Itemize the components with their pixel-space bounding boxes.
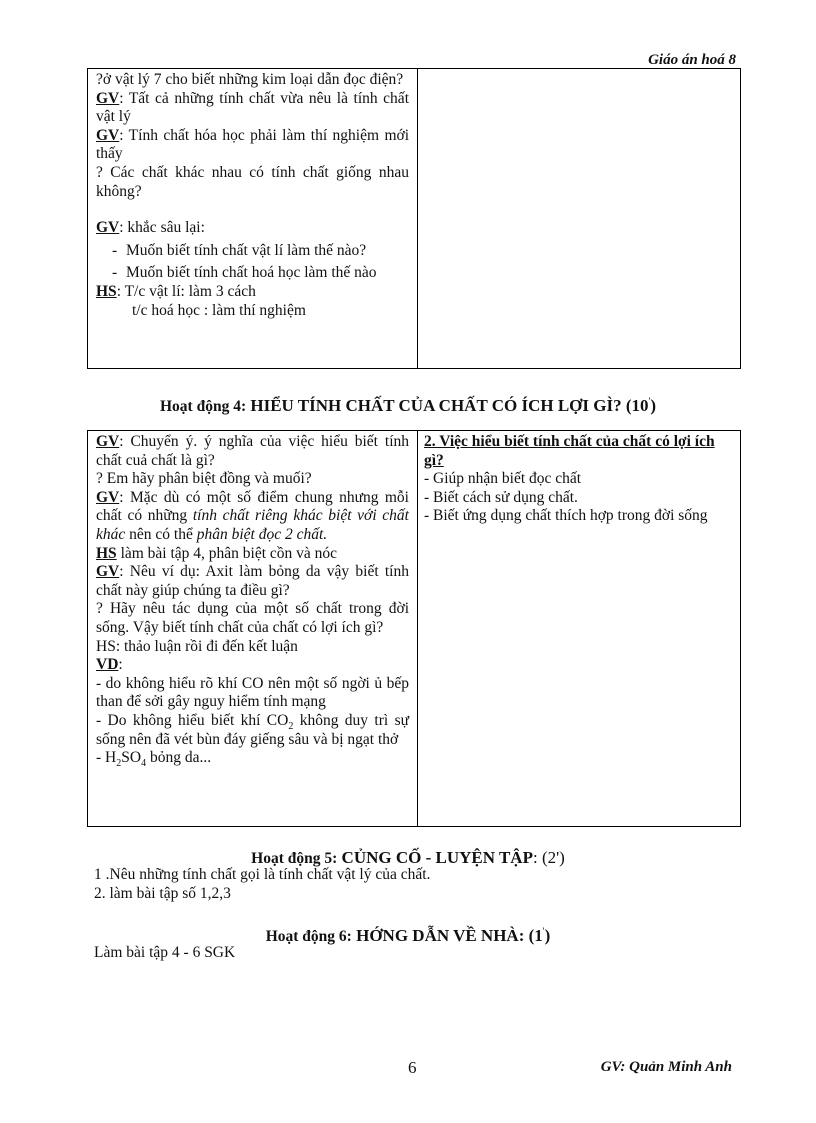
content-item: - Giúp nhận biết đọc chất <box>424 470 582 488</box>
document-header-title: Giáo án hoá 8 <box>648 52 736 68</box>
activity-4-heading: Hoạt động 4: HIỂU TÍNH CHẤT CỦA CHẤT CÓ ÍCH LỢI GÌ? (10') <box>159 396 656 415</box>
list-item: - Muốn biết tính chất vật lí làm thế nào? <box>112 241 367 259</box>
activity-5-heading: Hoạt động 5: CỦNG CỐ - LUYỆN TẬP: (2') <box>251 848 565 867</box>
teacher-note: GV: Chuyển ý. ý nghĩa của việc hiểu biết tính chất cuả chất là gì? <box>96 433 409 469</box>
activity-6-line: Làm bài tập 4 - 6 SGK <box>94 944 236 961</box>
lesson-table-2 <box>87 430 741 827</box>
activity-6-heading: Hoạt động 6: HỚNG DẪN VỀ NHÀ: (1') <box>265 926 551 945</box>
example-label: VD: <box>96 656 123 674</box>
student-note-line: t/c hoá học : làm thí nghiệm <box>132 301 306 319</box>
teacher-student-column <box>88 69 418 368</box>
content-item: - Biết ứng dụng chất thích hợp trong đời sống <box>424 507 708 525</box>
list-item: - Muốn biết tính chất hoá học làm thế nào <box>112 264 377 282</box>
question-text: ? Hãy nêu tác dụng của một số chất trong đời sống. Vậy biết tính chất của chất có lợi ích gì? <box>96 600 409 636</box>
lesson-table-1 <box>87 68 741 369</box>
student-note: HS làm bài tập 4, phân biệt cồn và nóc <box>96 544 338 562</box>
question-text: ?ở vật lý 7 cho biết những kim loại dẫn đọc điện? <box>96 71 404 88</box>
content-heading: 2. Việc hiểu biết tính chất của chất có lợi ích gì? <box>424 433 715 469</box>
content-column <box>418 69 740 368</box>
question-text: ? Em hãy phân biệt đồng và muối? <box>96 470 312 488</box>
footer-author: GV: Quản Minh Anh <box>600 1059 732 1075</box>
teacher-note: GV: Tính chất hóa học phải làm thí nghiệm mới thấy <box>96 126 409 163</box>
content-column <box>418 431 740 826</box>
example-item: - $H_2SO_4$ bỏng da... <box>96 749 212 770</box>
teacher-note: GV: Tất cả những tính chất vừa nêu là tính chất vật lý <box>96 89 409 126</box>
student-note: HS: T/c vật lí: làm 3 cách <box>96 282 256 300</box>
teacher-note: GV: khắc sâu lại: <box>96 219 205 237</box>
teacher-note: GV: Mặc dù có một số điểm chung nhưng mỗi chất có những tính chất riêng khác biệt với chất khác nên có thể phân biệt đọc 2 chất. <box>96 488 409 543</box>
teacher-student-column <box>88 431 418 826</box>
question-text: ? Các chất khác nhau có tính chất giống nhau không? <box>96 163 409 200</box>
example-item: - Do không hiểu biết khí $CO_2$ không duy trì sự sống nên đã vét bùn đáy giếng sâu và bị ngạt thở <box>96 711 409 748</box>
teacher-note: GV: Nêu ví dụ: Axit làm bỏng da vậy biết tính chất này giúp chúng ta điều gì? <box>96 563 409 599</box>
example-item: - do không hiểu rõ khí CO nên một số ngời ủ bếp than để sởi gây nguy hiểm tính mạng <box>96 674 409 711</box>
page-number: 6 <box>408 1058 417 1077</box>
activity-5-line: 1 .Nêu những tính chất gọi là tính chất vật lý của chất. <box>94 866 431 883</box>
student-note: HS: thảo luận rồi đi đến kết luận <box>96 637 298 655</box>
content-item: - Biết cách sử dụng chất. <box>424 488 578 506</box>
activity-5-line: 2. làm bài tập số 1,2,3 <box>94 885 231 902</box>
